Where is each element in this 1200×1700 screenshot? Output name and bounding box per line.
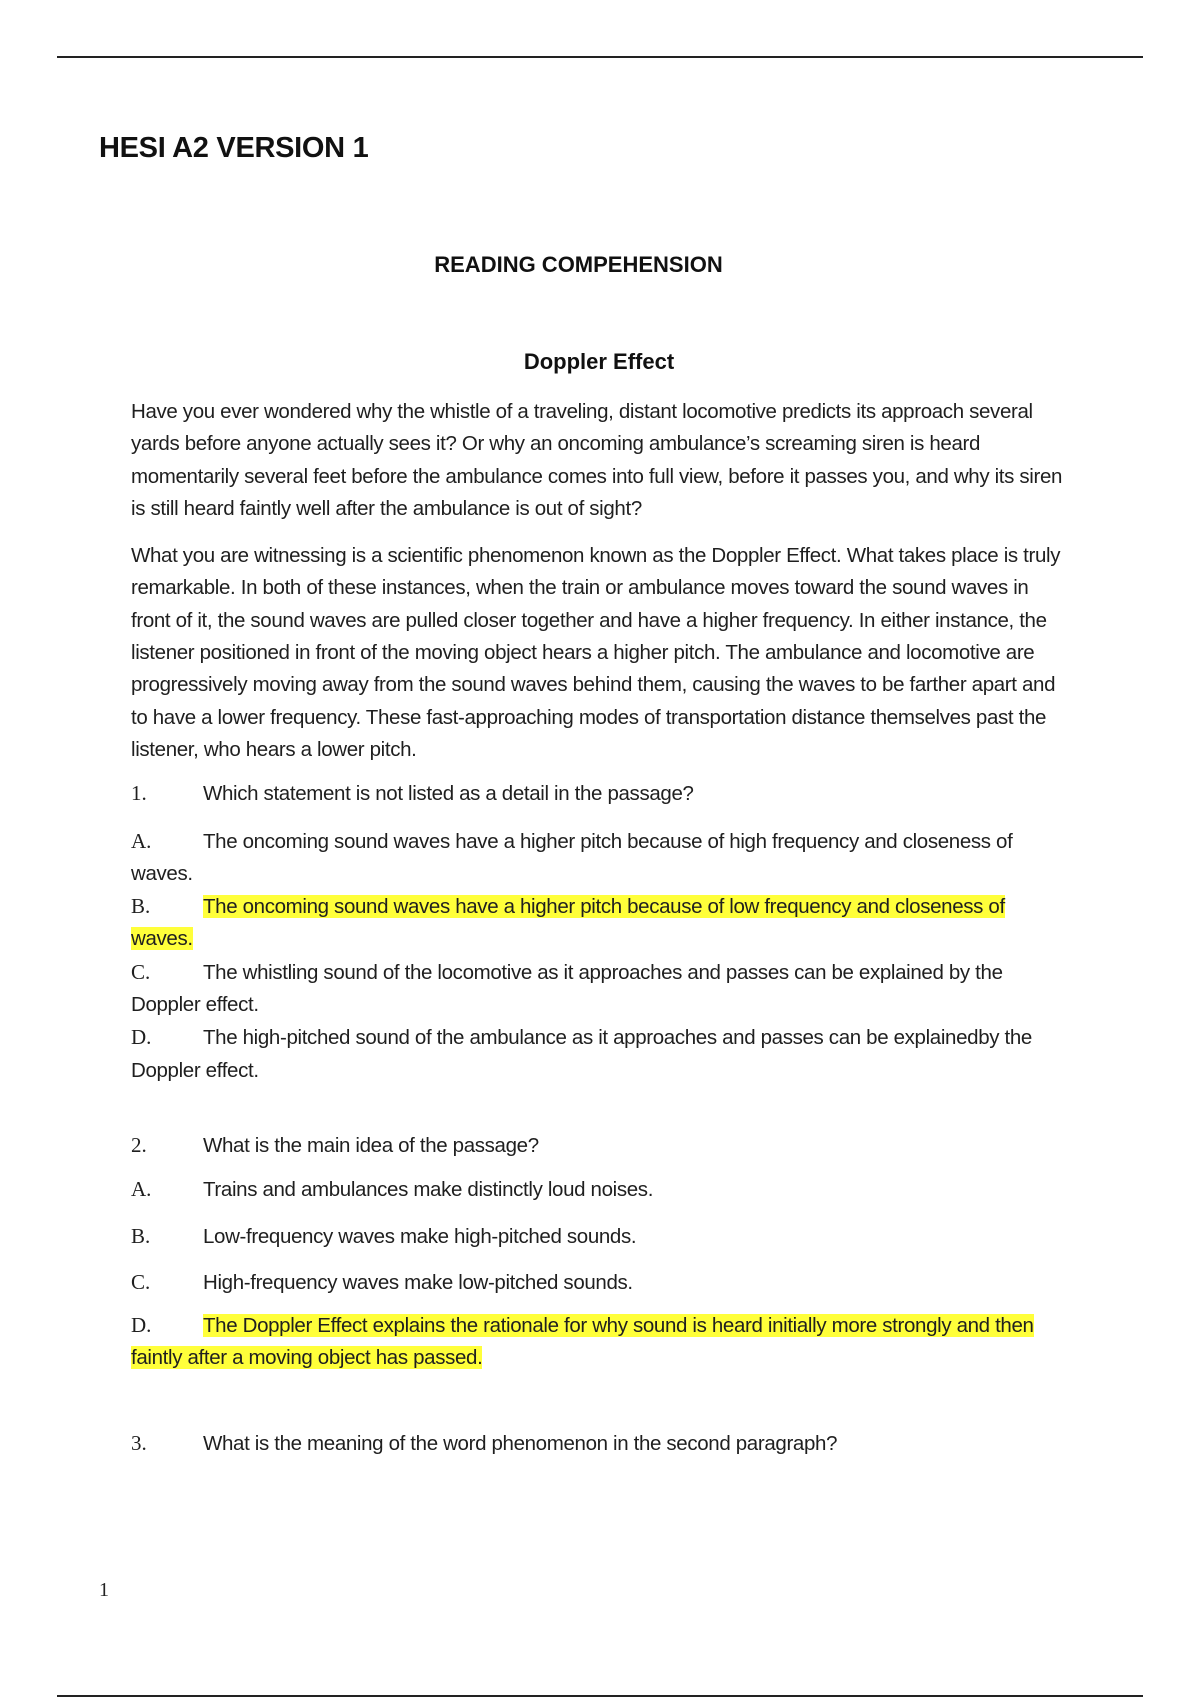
option-letter: A. [131,1177,152,1202]
question-3 [131,1427,1071,1460]
question-1-option-a[interactable] [131,825,1071,891]
option-letter: C. [131,1269,151,1294]
question-1-option-d[interactable] [131,1021,1071,1087]
bottom-rule [57,1695,1143,1697]
option-text: The oncoming sound waves have a higher pitch because of high frequency and closeness of waves. [131,829,1013,885]
highlighted-answer: The Doppler Effect explains the rationale for why sound is heard initially more strongly and then faintly after a moving object has passed. [131,1314,1034,1370]
option-letter: D. [131,1025,152,1050]
question-2-option-c[interactable] [131,1266,1071,1299]
option-letter: D. [131,1313,152,1338]
option-letter: C. [131,959,151,984]
top-rule [57,56,1143,58]
question-3-text: What is the meaning of the word phenomenon in the second paragraph? [203,1431,838,1455]
option-text: The high-pitched sound of the ambulance as it approaches and passes can be explainedby the Doppler effect. [131,1026,1032,1082]
option-letter: B. [131,894,151,919]
spacer [131,1087,1071,1129]
option-text: Low-frequency waves make high-pitched sounds. [203,1224,637,1248]
spacer [131,1375,1071,1427]
question-1-number: 1. [131,781,147,806]
document-title: HESI A2 VERSION 1 [99,132,369,164]
highlighted-answer: The oncoming sound waves have a higher pitch because of low frequency and closeness of waves. [131,895,1005,951]
question-2 [131,1129,1071,1162]
question-3-number: 3. [131,1430,147,1455]
question-1-option-c[interactable] [131,956,1071,1022]
passage-paragraph-2: What you are witnessing is a scientific phenomenon known as the Doppler Effect. What takes place is truly remarkable. In both of these instances, when the train or ambulance moves toward the sound waves in front of it, the sound waves are pulled closer together and have a higher frequency. In either instance, the listener positioned in front of the moving object hears a higher pitch. The ambulance and locomotive are progressively moving away from the sound waves behind them, causing the waves to be farther apart and to have a lower frequency. These fast-approaching modes of transportation distance themselves past the listener, who hears a lower pitch. [131,544,1061,761]
option-text: The whistling sound of the locomotive as it approaches and passes can be explained by the Doppler effect. [131,960,1003,1017]
option-text: Trains and ambulances make distinctly loud noises. [203,1178,654,1202]
question-2-number: 2. [131,1132,147,1157]
question-1-text: Which statement is not listed as a detail in the passage? [203,782,694,806]
question-2-option-a[interactable] [131,1173,1071,1206]
question-2-text: What is the main idea of the passage? [203,1133,539,1157]
question-2-option-d[interactable] [131,1309,1071,1375]
option-text: High-frequency waves make low-pitched sounds. [203,1270,633,1294]
option-letter: B. [131,1223,151,1248]
document-body [131,396,1071,1460]
question-1 [131,777,1071,810]
passage-title: Doppler Effect [523,349,675,374]
option-letter: A. [131,828,152,853]
question-1-option-b[interactable] [131,890,1071,956]
question-2-option-b[interactable] [131,1220,1071,1253]
section-title: READING COMPEHENSION [434,252,723,277]
passage-paragraph-1: Have you ever wondered why the whistle of a traveling, distant locomotive predicts its approach several yards before anyone actually sees it? Or why an oncoming ambulance’s screaming siren is heard momentarily several feet before the ambulance comes into full view, before it passes you, and why its siren is still heard faintly well after the ambulance is out of sight? [131,400,1063,520]
page-number: 1 [99,1579,109,1601]
